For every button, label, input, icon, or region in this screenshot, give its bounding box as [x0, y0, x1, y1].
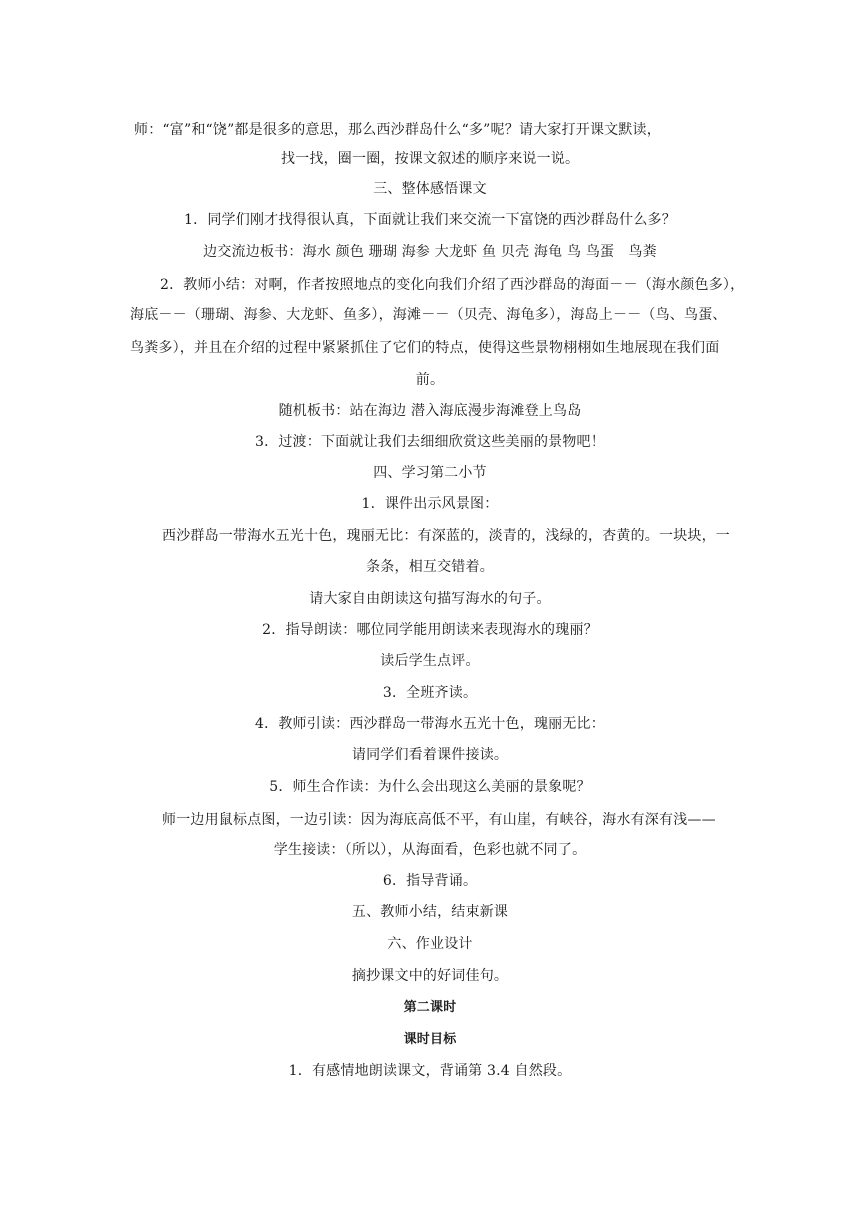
paragraph-line: 1．同学们刚才找得很认真，下面就让我们来交流一下富饶的西沙群岛什么多？ — [184, 212, 676, 228]
section-heading: 五、教师小结，结束新课 — [351, 904, 509, 920]
paragraph-line: 师：“富”和“饶”都是很多的意思，那么西沙群岛什么“多”呢？请大家打开课文默读， — [134, 122, 661, 138]
paragraph-line: 请大家自由朗读这句描写海水的句子。 — [309, 591, 551, 607]
paragraph-line: 找一找，圈一圈，按课文叙述的顺序来说一说。 — [281, 151, 580, 167]
paragraph-line: 2．指导朗读：哪位同学能用朗读来表现海水的瑰丽？ — [262, 622, 598, 638]
lesson-title: 第二课时 — [403, 1000, 457, 1015]
paragraph-line: 条条，相互交错着。 — [366, 559, 494, 575]
paragraph-line: 4．教师引读：西沙群岛一带海水五光十色，瑰丽无比： — [255, 716, 605, 732]
paragraph-line: 摘抄课文中的好词佳句。 — [351, 968, 509, 984]
paragraph-line: 随机板书：站在海边 潜入海底漫步海滩登上鸟岛 — [278, 403, 582, 419]
paragraph-line: 5．师生合作读：为什么会出现这么美丽的景象呢？ — [269, 779, 591, 795]
paragraph-line: 前。 — [415, 372, 445, 388]
paragraph-line: 学生接读：（所以），从海面看，色彩也就不同了。 — [273, 842, 587, 858]
paragraph-line: 6．指导背诵。 — [382, 873, 478, 889]
section-heading: 六、作业设计 — [387, 936, 473, 952]
paragraph-line: 读后学生点评。 — [380, 653, 480, 669]
paragraph-line: 边交流边板书：海水 颜色 珊瑚 海参 大龙虾 鱼 贝壳 海龟 鸟 鸟蛋 鸟粪 — [203, 244, 657, 260]
paragraph-line: 师一边用鼠标点图，一边引读：因为海底高低不平，有山崖，有峡谷，海水有深有浅—— — [162, 812, 716, 828]
section-heading: 三、整体感悟课文 — [373, 181, 487, 197]
paragraph-line: 请同学们看着课件接读。 — [351, 747, 509, 763]
paragraph-line: 3．全班齐读。 — [382, 685, 478, 701]
paragraph-line: 1．有感情地朗读课文，背诵第 3.4 自然段。 — [288, 1063, 572, 1079]
paragraph-line: 3．过渡：下面就让我们去细细欣赏这些美丽的景物吧！ — [255, 434, 605, 450]
paragraph-line: 西沙群岛一带海水五光十色，瑰丽无比：有深蓝的，淡青的，浅绿的，杏黄的。一块块，一 — [162, 528, 730, 544]
paragraph-line: 鸟粪多），并且在介绍的过程中紧紧抓住了它们的特点，使得这些景物栩栩如生地展现在我们面 — [130, 340, 720, 356]
section-heading: 四、学习第二小节 — [373, 465, 487, 481]
lesson-objectives-heading: 课时目标 — [403, 1032, 457, 1047]
paragraph-line: 2．教师小结：对啊，作者按照地点的变化向我们介绍了西沙群岛的海面－－（海水颜色多）， — [160, 277, 745, 293]
paragraph-line: 1．课件出示风景图： — [361, 496, 499, 512]
paragraph-line: 海底－－（珊瑚、海参、大龙虾、鱼多），海滩－－（贝壳、海龟多），海岛上－－（鸟、鸟蛋、 — [130, 307, 727, 323]
